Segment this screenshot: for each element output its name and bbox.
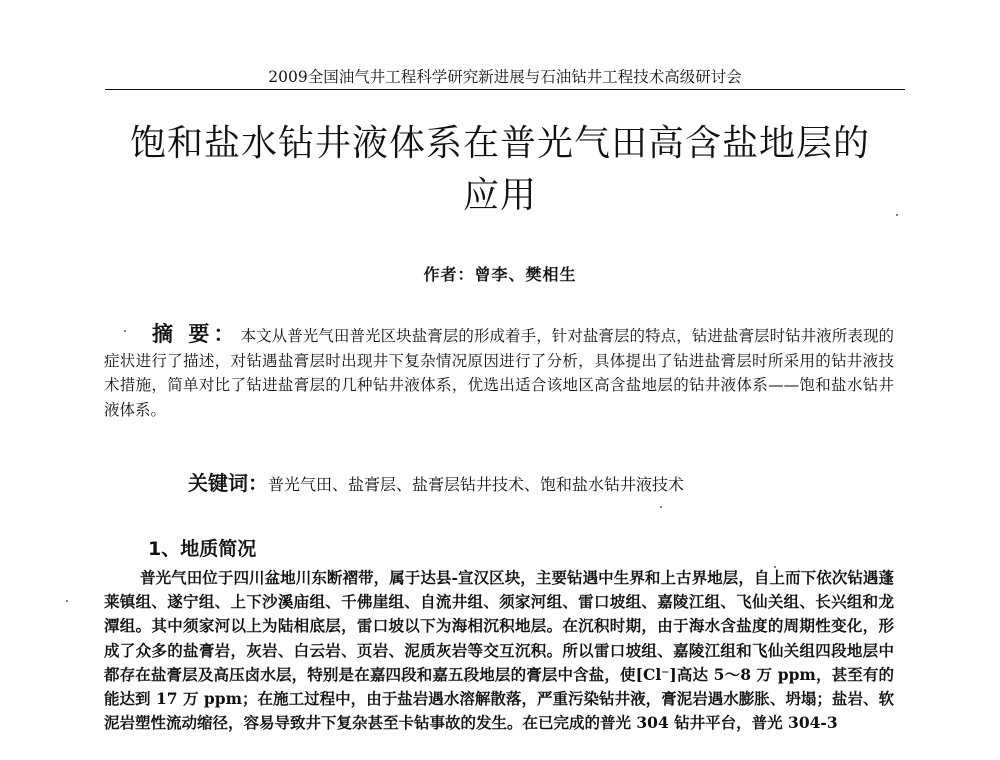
scan-speck [66,600,68,602]
paper-authors: 作者：曾李、樊相生 [423,265,577,284]
abstract-label: 摘 要： [152,322,239,346]
keywords-label: 关键词： [188,471,268,495]
section-paragraph: 普光气田位于四川盆地川东断褶带，属于达县-宣汉区块，主要钻遇中生界和上古界地层，自上而下依次钻遇蓬莱镇组、遂宁组、上下沙溪庙组、千佛崖组、自流井组、须家河组、雷口坡组、嘉陵江组、飞仙关组、长兴组和龙潭组。其中须家河以上为陆相底层，雷口坡以下为海相沉积地层。在沉积时期，由于海水含盐度的周期性变化，形成了众多的盐膏岩，灰岩、白云岩、页岩、泥质灰岩等交互沉积。所以雷口坡组、嘉陵江组和飞仙关组四段地层中都存在盐膏层及高压卤水层，特别是在嘉四段和嘉五段地层的膏层中含盐，使[Cl⁻]高达 5～8 万 ppm，甚至有的能达到 17 万 ppm；在施工过程中，由于盐岩遇水溶解散落，严重污染钻井液，膏泥岩遇水膨胀、坍塌；盐岩、软泥岩塑性流动缩径，容易导致井下复杂甚至卡钻事故的发生。在已完成的普光 304 钻井平台，普光 304-3 [104,568,894,733]
scan-speck [660,506,662,508]
paper-title-line-2: 应用 [462,175,537,216]
scan-speck [124,330,126,332]
abstract [104,322,894,422]
conference-header: 2009全国油气井工程科学研究新进展与石油钻井工程技术高级研讨会 [268,68,742,86]
keywords [104,470,894,498]
section-heading: 1、地质简况 [148,538,257,560]
keywords-text: 普光气田、盐膏层、盐膏层钻井技术、饱和盐水钻井液技术 [268,475,685,494]
scan-speck [774,566,776,568]
abstract-text: 本文从普光气田普光区块盐膏层的形成着手，针对盐膏层的特点，钻进盐膏层时钻井液所表现的症状进行了描述，对钻遇盐膏层时出现井下复杂情况原因进行了分析，具体提出了钻进盐膏层时所采用的钻井液技术措施，简单对比了钻进盐膏层的几种钻井液体系，优选出适合该地区高含盐地层的钻井液体系——饱和盐水钻井液体系。 [104,327,895,419]
scan-speck [896,214,898,216]
header-rule [105,89,905,90]
paper-title-line-1: 饱和盐水钻井液体系在普光气田高含盐地层的 [129,123,870,164]
paper-title [90,118,910,222]
